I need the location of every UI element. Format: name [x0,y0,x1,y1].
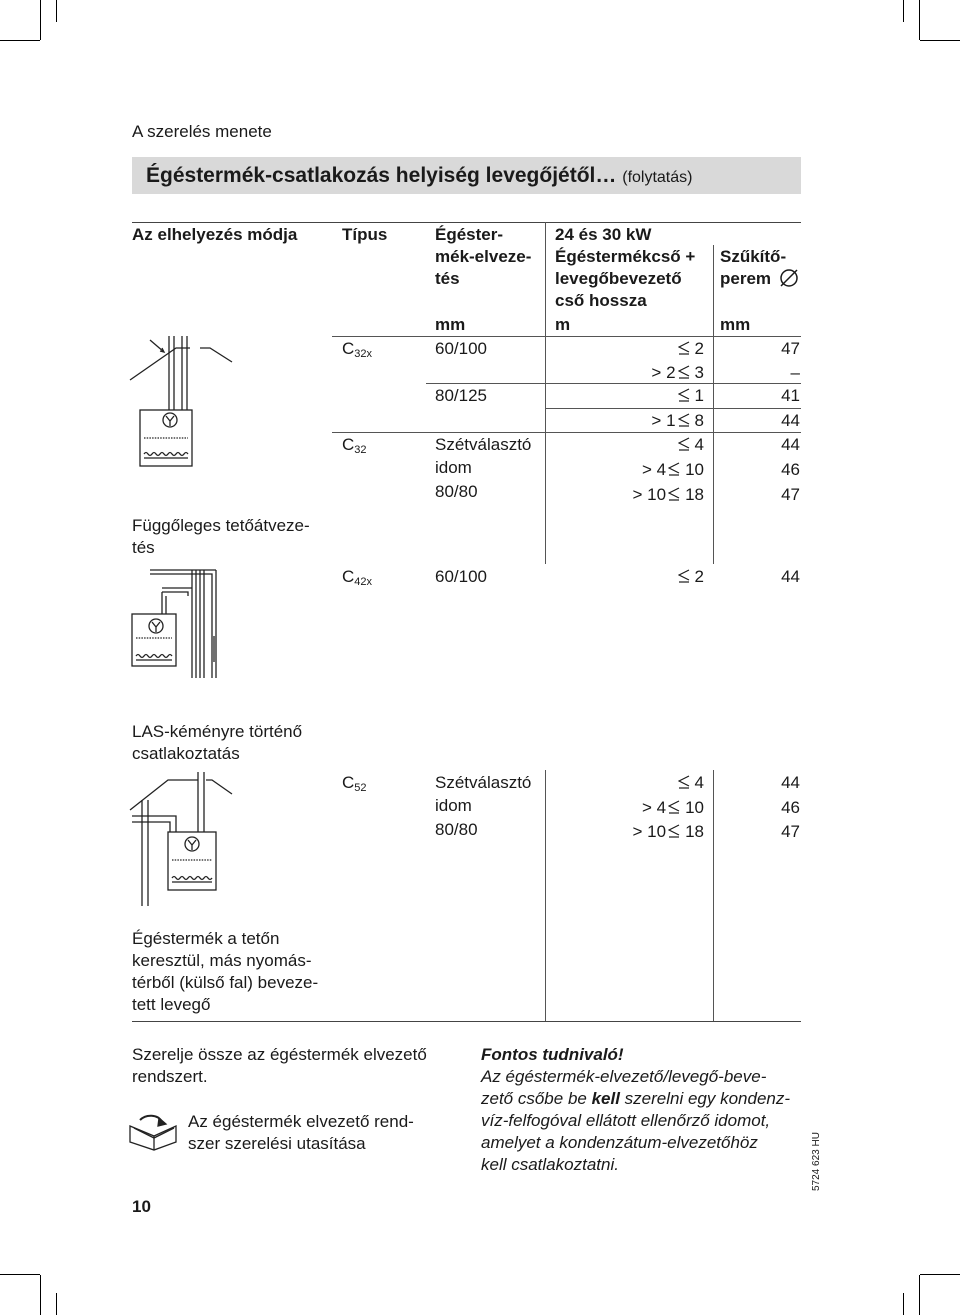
flue-separator-c52-l1: Szétválasztó [435,773,532,792]
header-flue-l1: Égéster- [435,225,504,244]
flue-separator-c52-l3: 80/80 [435,820,478,839]
page-number: 10 [132,1197,151,1216]
header-restrictor-unit: mm [720,315,751,334]
table-top-rule [132,222,801,223]
leq-symbol [678,413,690,427]
restrictor-cell: 44 [781,567,800,586]
type-c42x: $C_{42x}$ [342,567,373,588]
flue-60-100: 60/100 [435,339,487,358]
flue-separator-l1: Szétválasztó [435,435,532,454]
restrictor-cell: 46 [781,798,800,817]
leq-symbol [678,365,690,379]
header-restrictor-l2: perem [720,268,799,290]
header-length-l4: cső hossza [555,291,647,310]
header-placement: Az elhelyezés módja [132,225,298,244]
flue-separator-l3: 80/80 [435,482,478,501]
column-rule [713,245,714,564]
boiler-illustration [128,566,238,682]
crop-mark [56,0,57,22]
header-rule [332,336,801,337]
leq-symbol [678,341,690,355]
row-rule [545,408,801,409]
flue-separator-l2: idom [435,458,472,477]
leq-symbol [678,437,690,451]
diameter-icon [779,268,799,288]
header-flue-unit: mm [435,315,466,334]
header-length-l3: levegőbevezető [555,269,682,288]
note-l3: víz-felfogóval ellátott ellenőrző idomot, [481,1111,771,1130]
title-main: Égéstermék-csatlakozás helyiség levegőjétől… [146,164,617,187]
note-l4: amelyet a kondenzátum-elvezetőhöz [481,1133,758,1152]
section-label-vertical-l2: tés [132,538,155,557]
reference-l1: Az égéstermék elvezető rend- [188,1112,414,1131]
instruction-l2: rendszert. [132,1067,208,1086]
restrictor-cell: 47 [781,339,800,358]
page-title [146,164,692,190]
header-flue-l2: mék-elveze- [435,247,532,266]
header-length-l2: Égéstermékcső + [555,247,696,266]
restrictor-cell: 44 [781,435,800,454]
crop-mark [920,40,960,41]
length-cell: > 10 18 [632,485,704,504]
header-length-unit: m [555,315,571,334]
leq-symbol [678,775,690,789]
crop-mark [903,1293,904,1315]
crop-mark [903,0,904,22]
flue-60-100-c42x: 60/100 [435,567,487,586]
book-reference-icon [128,1112,180,1152]
crop-mark [56,1293,57,1315]
row-rule [332,432,801,433]
type-c32: $C_{32}$ [342,435,367,456]
column-rule [545,770,546,1021]
leq-symbol [678,569,690,583]
crop-mark [920,1274,960,1275]
type-c32x: $C_{32x}$ [342,339,373,360]
restrictor-cell: 41 [781,386,800,405]
row-rule [426,383,801,384]
section-label-vertical-l1: Függőleges tetőátveze- [132,516,310,535]
flue-separator-c52-l2: idom [435,796,472,815]
running-head: A szerelés menete [132,122,272,141]
reference-l2: szer szerelési utasítása [188,1134,366,1153]
header-restrictor-l1: Szűkítő- [720,247,787,266]
leq-symbol [668,800,680,814]
leq-symbol [678,388,690,402]
note-l2: zető csőbe be kell szerelni egy kondenz- [481,1089,791,1108]
header-flue-l3: tés [435,269,460,288]
restrictor-cell: – [790,363,800,382]
restrictor-cell: 44 [781,411,800,430]
crop-mark [40,1275,41,1315]
restrictor-cell: 44 [781,773,800,792]
length-cell: 2 [676,338,704,360]
section-label-outside-l3: térből (külső fal) beveze- [132,973,319,992]
length-cell: > 4 10 [641,798,704,817]
leq-symbol [668,824,680,838]
length-cell: 2 [676,566,704,588]
restrictor-cell: 47 [781,822,800,841]
title-cont: (folytatás) [622,169,693,186]
note-title: Fontos tudnivaló! [481,1045,624,1064]
boiler-illustration [128,334,238,484]
document-code: 5724 623 HU [811,1132,822,1191]
note-l5: kell csatlakoztatni. [481,1155,619,1174]
crop-mark [0,40,40,41]
crop-mark [40,0,41,40]
restrictor-cell: 46 [781,460,800,479]
table-bottom-rule [132,1021,801,1022]
header-length-l1: 24 és 30 kW [555,225,652,244]
section-label-outside-l4: tett levegő [132,995,211,1014]
length-cell: > 4 10 [641,460,704,479]
restrictor-cell: 47 [781,485,800,504]
column-rule [545,222,546,564]
header-type: Típus [342,225,388,244]
section-label-outside-l1: Égéstermék a tetőn [132,929,280,948]
column-rule [713,770,714,1021]
flue-80-125: 80/125 [435,386,487,405]
leq-symbol [668,462,680,476]
length-cell: 4 [676,434,704,456]
section-label-outside-l2: keresztül, más nyomás- [132,951,312,970]
crop-mark [919,0,920,40]
length-cell: > 1 8 [651,411,704,430]
type-c52: $C_{52}$ [342,773,367,794]
length-cell: > 10 18 [632,822,704,841]
note-l1: Az égéstermék-elvezető/levegő-beve- [481,1067,767,1086]
crop-mark [0,1274,40,1275]
crop-mark [919,1275,920,1315]
length-cell: 1 [676,385,704,407]
boiler-illustration [128,770,238,910]
section-label-las-l1: LAS-kéményre történő [132,722,303,741]
length-cell: 4 [676,772,704,794]
section-label-las-l2: csatlakoztatás [132,744,240,763]
leq-symbol [668,487,680,501]
length-cell: > 2 3 [651,363,704,382]
instruction-l1: Szerelje össze az égéstermék elvezető [132,1045,427,1064]
